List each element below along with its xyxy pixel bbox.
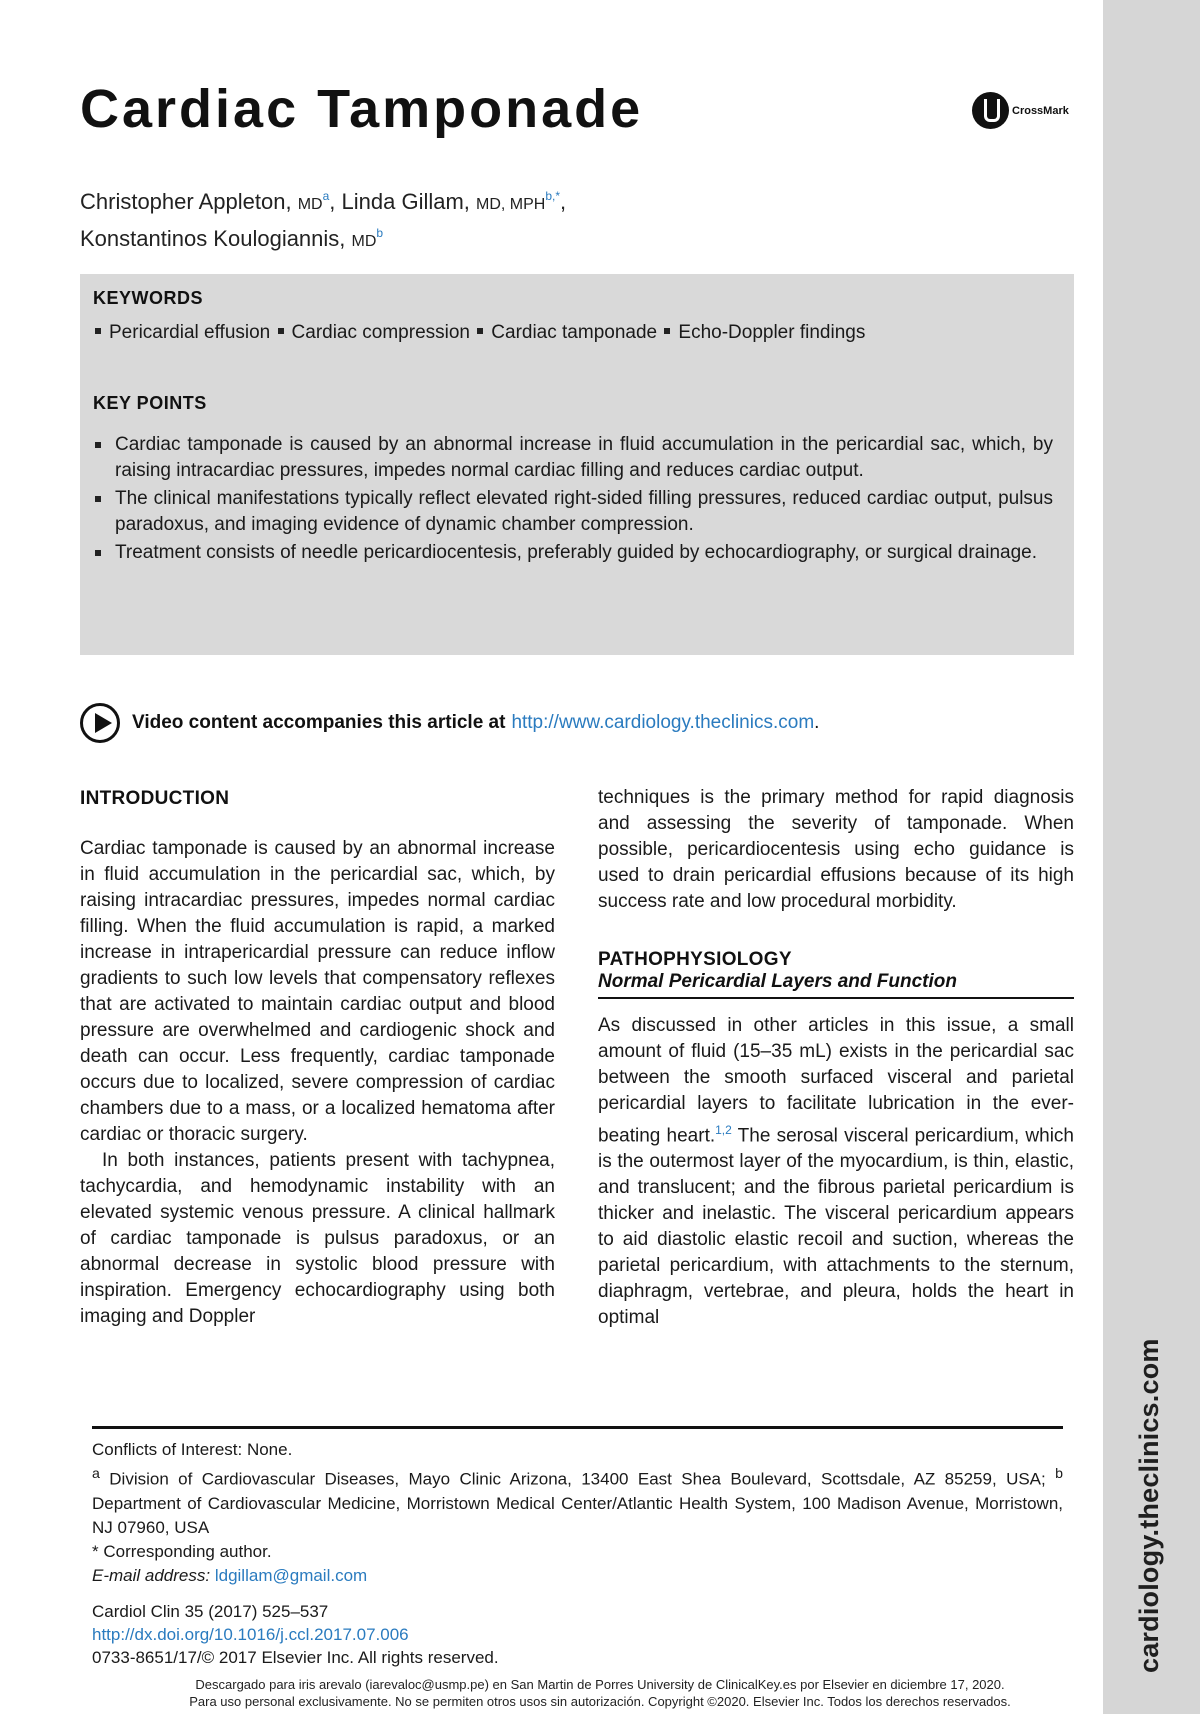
authors-line-2	[80, 219, 566, 256]
affiliation-marker: b	[1055, 1466, 1063, 1482]
author-name: Linda Gillam,	[341, 189, 477, 214]
email-link[interactable]: ldgillam@gmail.com	[214, 1565, 368, 1585]
author-affiliation-ref[interactable]: b	[376, 226, 384, 240]
keyword-item: Cardiac tamponade	[491, 322, 658, 343]
introduction-paragraph: In both instances, patients present with tachypnea, tachycardia, and hemodynamic instability with an elevated systemic venous pressure. A clinical hallmark of cardiac tamponade is pulsus paradoxus, or an abnormal decrease in systolic blood pressure with inspiration. Emergency echocardiography using both imaging and Doppler	[80, 1150, 555, 1327]
author-degree: MD	[351, 233, 377, 250]
key-points-list	[93, 432, 1053, 568]
email-label: E-mail address:	[92, 1565, 211, 1585]
footnote-divider	[92, 1426, 1063, 1429]
conflicts-of-interest: Conflicts of Interest: None.	[92, 1440, 293, 1459]
corresponding-author: * Corresponding author.	[92, 1541, 272, 1561]
right-column	[598, 785, 1074, 1331]
keyword-item: Echo-Doppler findings	[678, 322, 866, 343]
video-play-icon[interactable]	[80, 703, 120, 743]
left-column	[80, 788, 555, 1330]
pathophysiology-subheading: Normal Pericardial Layers and Function	[598, 971, 1074, 999]
keywords-heading: KEYWORDS	[93, 288, 204, 308]
affiliation-text: Department of Cardiovascular Medicine, Morristown Medical Center/Atlantic Health System, 100 Madison Avenue, Morristown, NJ 07960, USA	[92, 1493, 1063, 1537]
author-list	[80, 182, 566, 256]
citation-block	[92, 1600, 499, 1669]
key-point-item: Cardiac tamponade is caused by an abnormal increase in fluid accumulation in the pericardial sac, which, by raising intracardiac pressures, impedes normal cardiac filling and reduces cardiac output.	[93, 432, 1053, 484]
authors-line-1	[80, 182, 566, 219]
footnotes	[92, 1438, 1063, 1588]
video-link[interactable]: http://www.cardiology.theclinics.com	[511, 712, 815, 733]
email-line	[92, 1564, 1063, 1588]
copyright-line: 0733-8651/17/© 2017 Elsevier Inc. All rights reserved.	[92, 1648, 499, 1667]
crossmark-icon	[972, 92, 1009, 129]
affiliation-marker: a	[92, 1466, 100, 1482]
video-notice-text: Video content accompanies this article at	[132, 712, 506, 733]
keywords-list	[93, 322, 865, 344]
affiliations	[92, 1462, 1063, 1540]
introduction-heading: INTRODUCTION	[80, 788, 230, 809]
video-notice-end: .	[814, 712, 820, 733]
pathophysiology-heading: PATHOPHYSIOLOGY	[598, 949, 792, 970]
doi-link[interactable]: http://dx.doi.org/10.1016/j.ccl.2017.07.006	[92, 1625, 409, 1644]
reference-link[interactable]: 1,2	[715, 1123, 732, 1137]
pathophysiology-paragraph	[598, 1013, 1074, 1331]
download-notice	[130, 1676, 1070, 1710]
keyword-item: Cardiac compression	[291, 322, 470, 343]
article-title: Cardiac Tamponade	[80, 79, 644, 139]
affiliation-text: Division of Cardiovascular Diseases, Mayo Clinic Arizona, 13400 East Shea Boulevard, Scottsdale, AZ 85259, USA;	[99, 1469, 1056, 1489]
author-affiliation-ref[interactable]: a	[322, 189, 330, 203]
author-degree: MD	[297, 196, 323, 213]
key-points-heading: KEY POINTS	[93, 393, 207, 413]
journal-url-vertical: cardiology.theclinics.com	[1134, 1338, 1164, 1673]
paragraph-text: As discussed in other articles in this issue, a small amount of fluid (15–35 mL) exists in the pericardial sac between the smooth surfaced visceral and parietal pericardial layers to facilitate lubrication in the ever-beating heart.	[598, 1015, 1074, 1147]
keywords-keypoints-box	[80, 274, 1074, 655]
bullet-icon	[477, 328, 483, 334]
author-separator: ,	[560, 189, 567, 214]
crossmark-label: CrossMark	[1012, 104, 1069, 117]
author-degree: MD, MPH	[476, 196, 546, 213]
key-point-item: The clinical manifestations typically reflect elevated right-sided filling pressures, reduced cardiac output, pulsus paradoxus, and imaging evidence of dynamic chamber compression.	[93, 486, 1053, 538]
key-point-item: Treatment consists of needle pericardiocentesis, preferably guided by echocardiography, or surgical drainage.	[93, 540, 1053, 566]
keyword-item: Pericardial effusion	[109, 322, 271, 343]
journal-citation: Cardiol Clin 35 (2017) 525–537	[92, 1602, 329, 1621]
bullet-icon	[95, 328, 101, 334]
author-name: Christopher Appleton,	[80, 189, 298, 214]
video-notice	[80, 703, 819, 743]
author-name: Konstantinos Koulogiannis,	[80, 226, 352, 251]
crossmark-button[interactable]	[972, 92, 1069, 129]
paragraph-text: The serosal visceral pericardium, which is the outermost layer of the myocardium, is thin, elastic, and translucent; and the fibrous parietal pericardium is thicker and inelastic. The visceral pericardium appears to aid diastolic elastic recoil and suction, whereas the parietal pericardium, with attachments to the sternum, diaphragm, vertebrae, and pleura, holds the heart in optimal	[598, 1125, 1074, 1329]
download-notice-line-2: Para uso personal exclusivamente. No se permiten otros usos sin autorización. Copyright ©2020. Elsevier Inc. Todos los derechos reservados.	[189, 1694, 1011, 1709]
bullet-icon	[278, 328, 284, 334]
author-separator: ,	[329, 189, 342, 214]
introduction-paragraph: Cardiac tamponade is caused by an abnormal increase in fluid accumulation in the pericardial sac, which, by raising intracardiac pressures, impedes normal cardiac filling. When the fluid accumulation is rapid, a marked increase in intrapericardial pressure can reduce inflow gradients to such low levels that compensatory reflexes that are activated to maintain cardiac output and blood pressure are overwhelmed and cardiogenic shock and death can occur. Less frequently, cardiac tamponade occurs due to localized, severe compression of cardiac chambers due to a mass, or a localized hematoma after cardiac or thoracic surgery.	[80, 838, 555, 1145]
author-affiliation-ref[interactable]: b,*	[545, 189, 561, 203]
bullet-icon	[664, 328, 670, 334]
download-notice-line-1: Descargado para iris arevalo (iarevaloc@usmp.pe) en San Martin de Porres University de ClinicalKey.es por Elsevier en diciembre 17, 2020.	[195, 1677, 1005, 1692]
introduction-paragraph-continued: techniques is the primary method for rapid diagnosis and assessing the severity of tamponade. When possible, pericardiocentesis using echo guidance is used to drain pericardial effusions because of its high success rate and low procedural morbidity.	[598, 787, 1074, 912]
